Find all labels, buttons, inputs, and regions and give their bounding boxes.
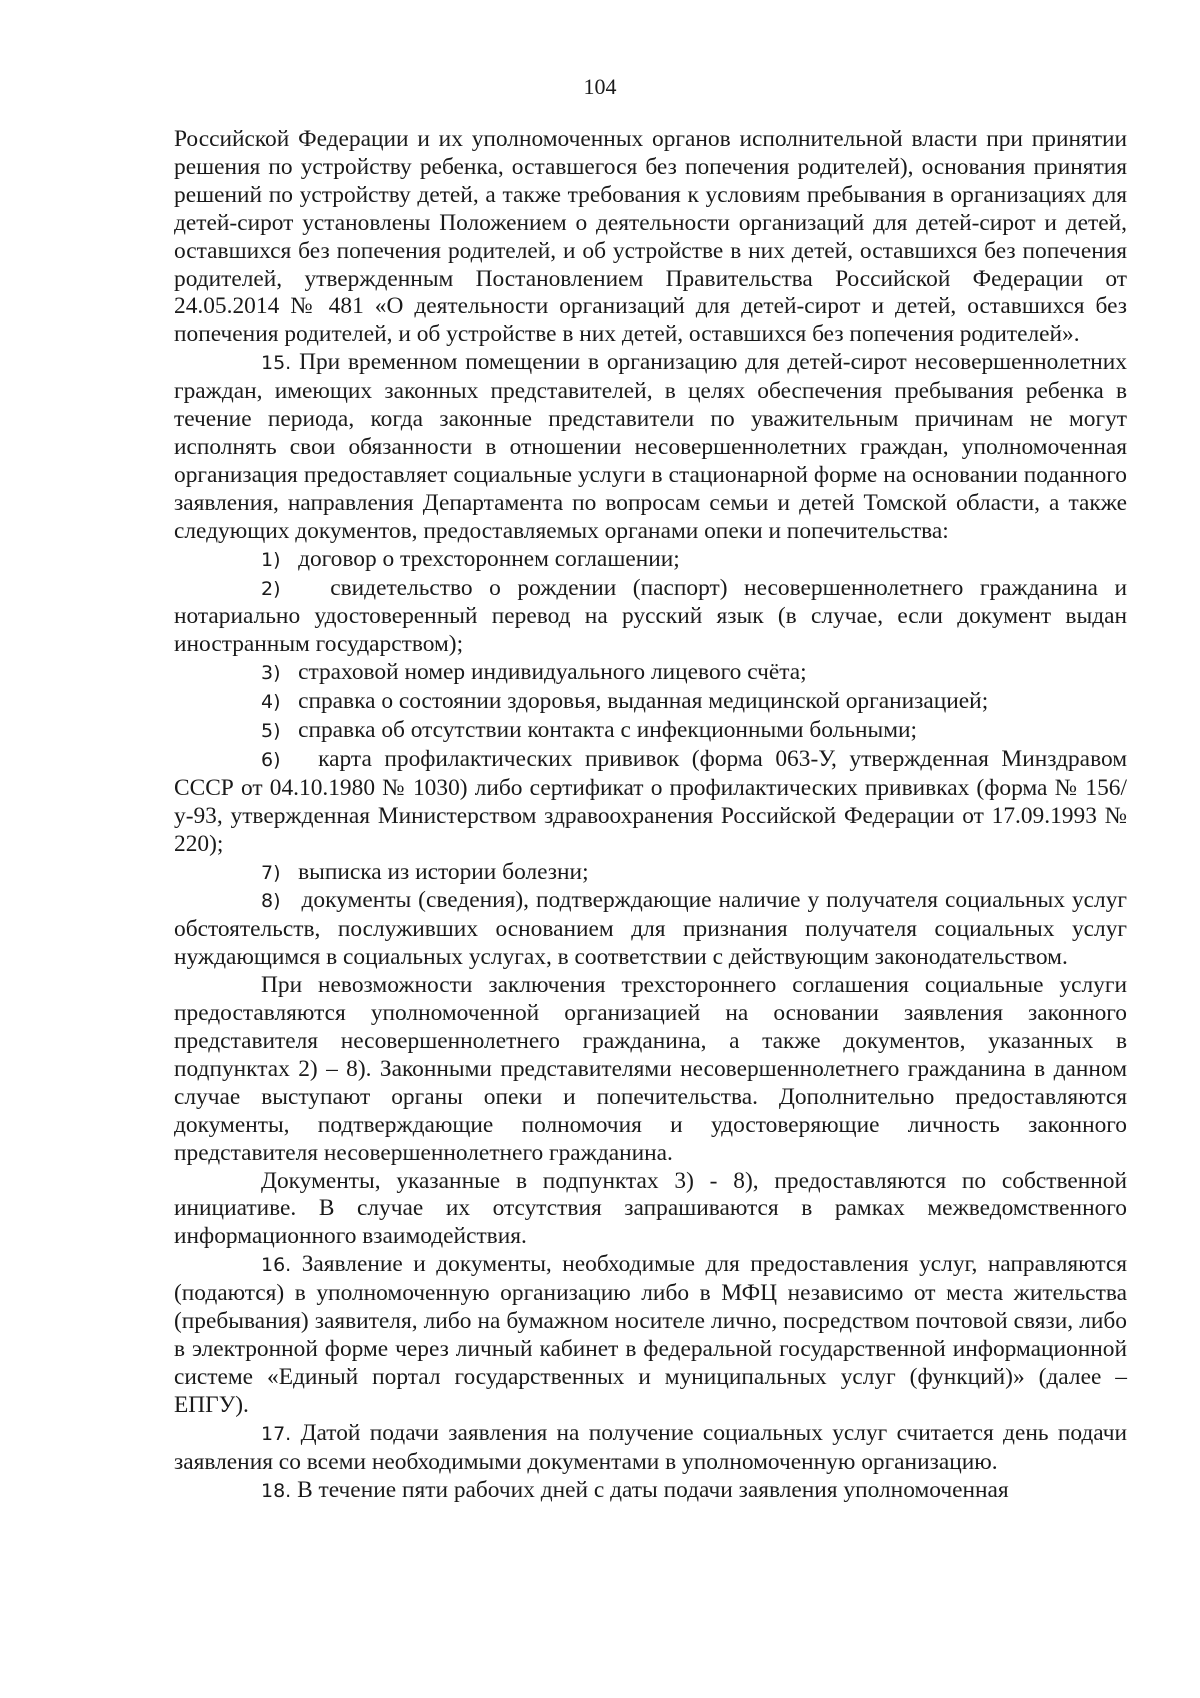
paragraph-continuation (174, 126, 1127, 349)
paragraph-number: 17. (261, 1422, 292, 1445)
paragraph-17 (174, 1420, 1127, 1477)
list-item-text: документы (сведения), подтверждающие наличие у получателя социальных услуг обстоятельств, послуживших основанием для признания получателя социальных услуг нуждающимся в социальных услугах, в соответствии с действующим законодательством. (174, 887, 1127, 971)
list-item-text: страховой номер индивидуального лицевого счёта; (298, 659, 807, 686)
list-item-text: справка о состоянии здоровья, выданная медицинской организацией; (298, 688, 989, 715)
list-item-number: 4) (261, 691, 281, 714)
list-item-1 (174, 546, 1127, 575)
list-item-text: карта профилактических прививок (форма 063-У, утвержденная Минздравом СССР от 04.10.1980 № 1030) либо сертификат о профилактических прививках (форма № 156/у-93, утвержденная Министерством здравоохранения Российской Федерации от 17.09.1993 № 220); (174, 745, 1128, 857)
list-item-text: договор о трехстороннем соглашении; (298, 545, 680, 572)
paragraph-text: При невозможности заключения трехстороннего соглашения социальные услуги предоставляются уполномоченной организацией на основании заявления законного представителя несовершеннолетнего гражданина, а также документов, указанных в подпунктах 2) – 8). Законными представителями несовершеннолетнего гражданина в данном случае выступают органы опеки и попечительства. Дополнительно предоставляются документы, подтверждающие полномочия и удостоверяющие личность законного представителя несовершеннолетнего гражданина. (174, 972, 1127, 1166)
paragraph-text: Российской Федерации и их уполномоченных органов исполнительной власти при принятии решения по устройству ребенка, оставшегося без попечения родителей), основания принятия решений по устройству детей, а также требования к условиям пребывания в организациях для детей-сирот установлены Положением о деятельности организаций для детей-сирот и детей, оставшихся без попечения родителей, и об устройстве в них детей, оставшихся без попечения родителей, утвержденным Постановлением Правительства Российской Федерации от 24.05.2014 № 481 «О деятельности организаций для детей-сирот и детей, оставшихся без попечения родителей, и об устройстве в них детей, оставшихся без попечения родителей». (174, 126, 1127, 348)
list-item-3 (174, 659, 1127, 688)
paragraph-no-agreement (174, 972, 1127, 1167)
page-number: 104 (583, 74, 617, 99)
list-item-number: 5) (261, 720, 281, 743)
list-item-number: 2) (261, 577, 281, 600)
list-item-number: 8) (261, 890, 281, 913)
paragraph-text: В течение пяти рабочих дней с даты подачи заявления уполномоченная (297, 1476, 1009, 1503)
paragraph-number: 18. (261, 1479, 292, 1502)
paragraph-text: Заявление и документы, необходимые для предоставления услуг, направляются (подаются) в уполномоченную организацию либо в МФЦ независимо от места жительства (пребывания) заявителя, либо на бумажном носителе лично, посредством почтовой связи, либо в электронной форме через личный кабинет в федеральной государственной информационной системе «Единый портал государственных и муниципальных услуг (функций)» (далее – ЕПГУ). (174, 1251, 1127, 1418)
list-item-6 (174, 746, 1127, 859)
paragraph-text: При временном помещении в организацию для детей-сирот несовершеннолетних граждан, имеющих законных представителей, в целях обеспечения пребывания ребенка в течение периода, когда законные представители по уважительным причинам не могут исполнять свои обязанности в отношении несовершеннолетних граждан, уполномоченная организация предоставляет социальные услуги в стационарной форме на основании поданного заявления, направления Департамента по вопросам семьи и детей Томской области, а также следующих документов, предоставляемых органами опеки и попечительства: (174, 349, 1127, 544)
document-body (174, 126, 1127, 1505)
list-item-5 (174, 717, 1127, 746)
list-item-text: справка об отсутствии контакта с инфекционными больными; (298, 717, 918, 744)
list-item-text: свидетельство о рождении (паспорт) несовершеннолетнего гражданина и нотариально удостоверенный перевод на русский язык (в случае, если документ выдан иностранным государством); (174, 574, 1127, 658)
list-item-number: 6) (261, 748, 281, 771)
list-item-7 (174, 859, 1127, 888)
list-item-number: 3) (261, 662, 281, 685)
paragraph-18 (174, 1477, 1127, 1506)
list-item-text: выписка из истории болезни; (298, 858, 589, 885)
list-item-number: 1) (261, 548, 281, 571)
paragraph-number: 15. (261, 352, 292, 375)
paragraph-number: 16. (261, 1254, 292, 1277)
list-item-number: 7) (261, 861, 281, 884)
list-item-2 (174, 575, 1127, 660)
paragraph-text: Документы, указанные в подпунктах 3) - 8), предоставляются по собственной инициативе. В случае их отсутствия запрашиваются в рамках межведомственного информационного взаимодействия. (174, 1167, 1127, 1250)
paragraph-16 (174, 1251, 1127, 1419)
list-item-4 (174, 688, 1127, 717)
list-item-8 (174, 887, 1127, 972)
paragraph-own-initiative (174, 1168, 1127, 1252)
paragraph-text: Датой подачи заявления на получение социальных услуг считается день подачи заявления со всеми необходимыми документами в уполномоченную организацию. (174, 1419, 1128, 1475)
paragraph-15 (174, 349, 1127, 545)
